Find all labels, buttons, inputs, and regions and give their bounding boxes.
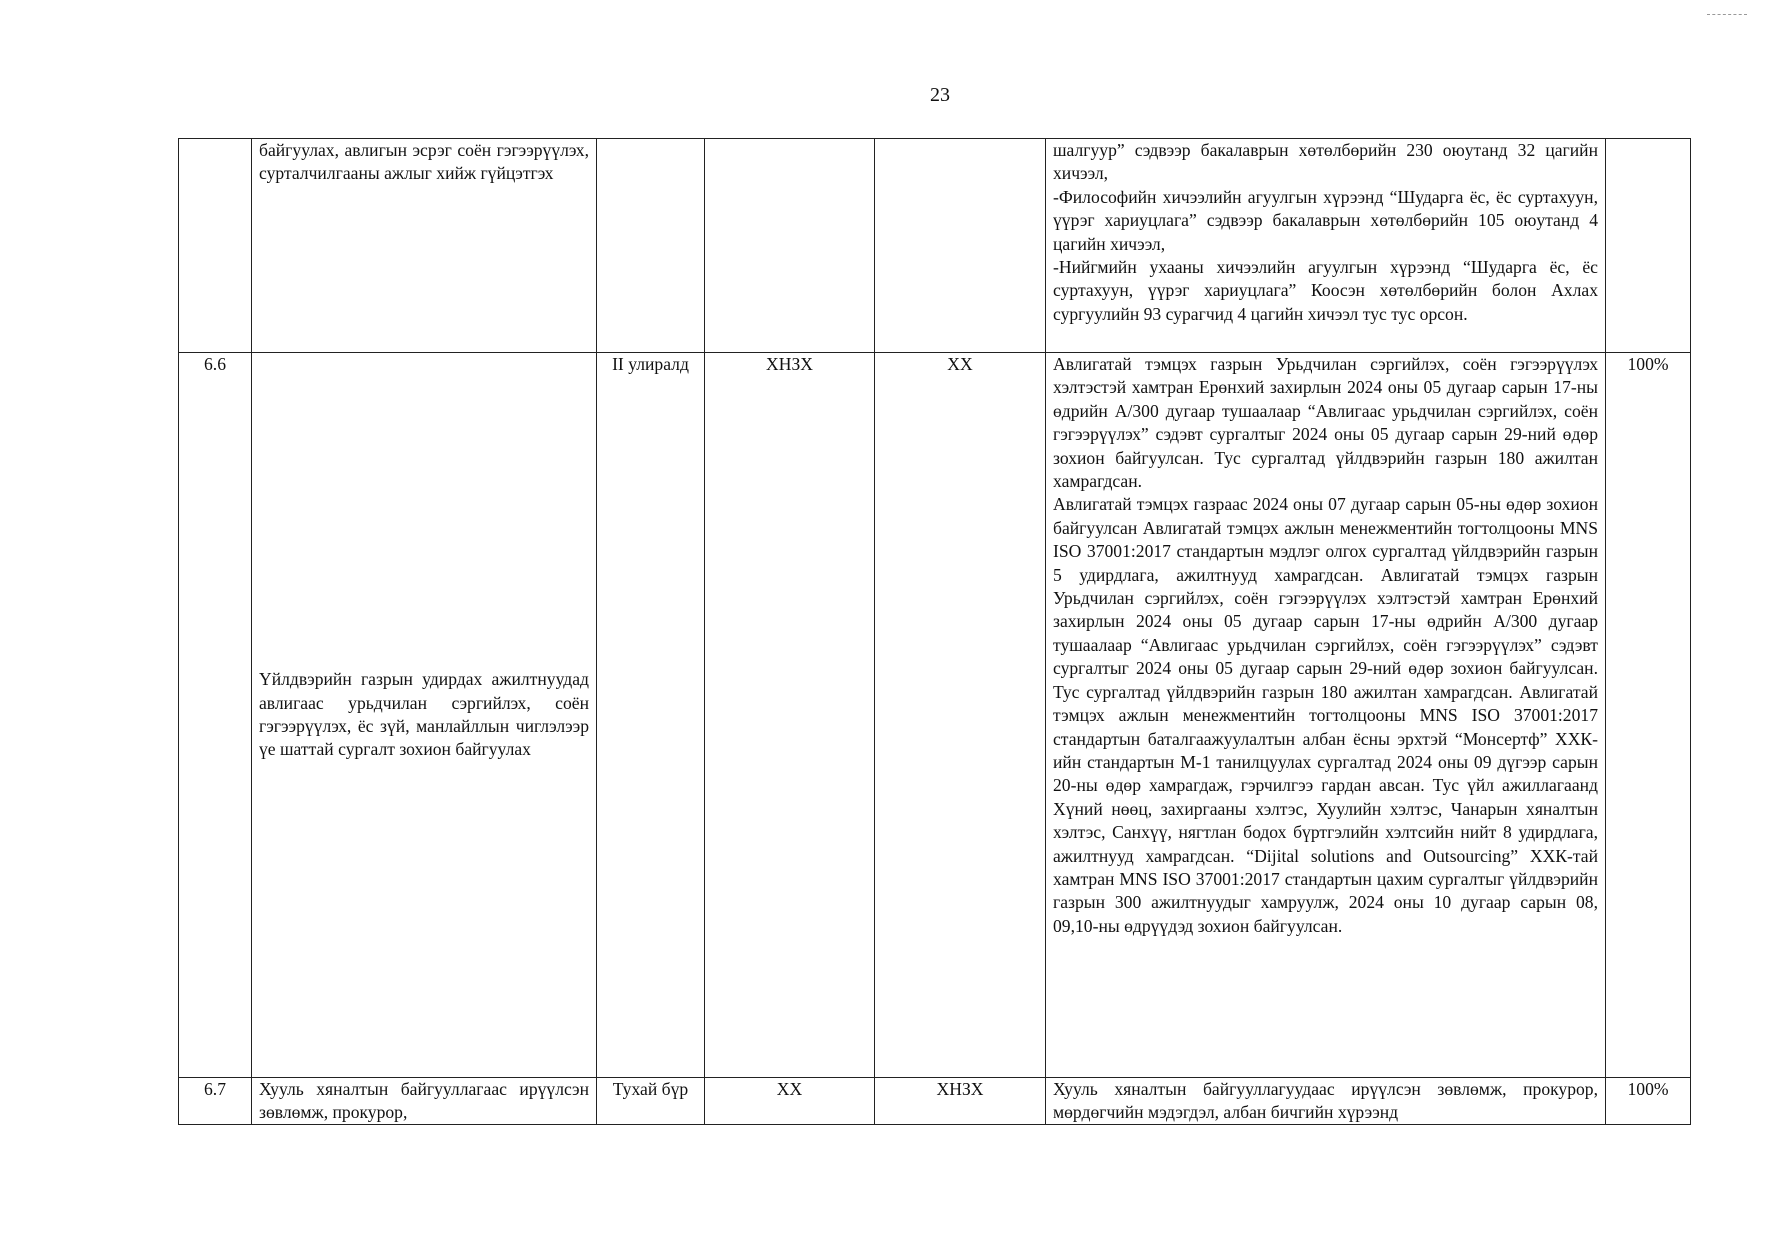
- completion-percent: [1606, 139, 1691, 353]
- results-cell: [1046, 139, 1606, 353]
- result-paragraph: Авлигатай тэмцэх газраас 2024 оны 07 дугаар сарын 05-ны өдөр зохион байгуулсан Авлигатай тэмцэх ажлын менежментийн тогтолцооны MNS ISO 37001:2017 стандартын мэдлэг олгох сургалтад үйлдвэрийн газрын 5 удирдлага, ажилтнууд хамрагдсан. Авлигатай тэмцэх газрын Урьдчилан сэргийлэх, соён гэгээрүүлэх хэлтэстэй хамтран Ерөнхий захирлын 2024 оны 05 дугаар сарын 17-ны өдрийн А/300 дугаар тушаалаар “Авлигаас урьдчилан сэргийлэх, соён гэгээрүүлэх” сэдэвт сургалтыг 2024 оны 05 дугаар сарын 29-ний өдөр зохион байгуулсан. Тус сургалтад үйлдвэрийн газрын 180 ажилтан хамрагдсан. Авлигатай тэмцэх ажлын менежментийн тогтолцооны MNS ISO 37001:2017 стандартын баталгаажуулалтын албан ёсны эрхтэй “Монсертф” ХХК-ийн стандартын М-1 танилцуулах сургалтад 2024 оны 09 дүгээр сарын 20-ны өдөр хамрагдаж, гэрчилгээ гардан авсан. Тус үйл ажиллагаанд Хүний нөөц, захиргааны хэлтэс, Хуулийн хэлтэс, Чанарын хяналтын хэлтэс, Санхүү, нягтлан бодох бүртгэлийн хэлтсийн нийт 8 удирдлага, ажилтнууд хамрагдсан. “Dijital solutions and Outsourcing” ХХК-тай хамтран MNS ISO 37001:2017 стандартын цахим сургалтыг үйлдвэрийн газрын 300 ажилтнуудыг хамруулж, 2024 оны 10 дугаар сарын 08, 09,10-ны өдрүүдэд зохион байгуулсан.: [1053, 494, 1598, 936]
- activity-cell: байгуулах, авлигын эсрэг соён гэгээрүүлэх, сурталчилгааны ажлыг хийж гүйцэтгэх: [252, 139, 597, 353]
- action-plan-table: [178, 138, 1691, 1125]
- result-paragraph: Авлигатай тэмцэх газрын Урьдчилан сэргийлэх, соён гэгээрүүлэх хэлтэстэй хамтран Ерөнхий захирлын 2024 оны 05 дугаар сарын 17-ны өдрийн А/300 дугаар тушаалаар “Авлигаас урьдчилан сэргийлэх, соён гэгээрүүлэх” сэдэвт сургалтыг 2024 оны 05 дугаар сарын 29-ний өдөр зохион байгуулсан. Тус сургалтад үйлдвэрийн газрын 180 ажилтан хамрагдсан.: [1053, 354, 1598, 492]
- timeframe-cell: Тухай бүр: [597, 1078, 705, 1125]
- result-paragraph: -Философийн хичээлийн агуулгын хүрээнд “Шударга ёс, ёс суртахуун, үүрэг хариуцлага” сэдвээр бакалаврын хөтөлбөрийн 105 оюутанд 4 цагийн хичээл,: [1053, 186, 1598, 254]
- timeframe-cell: [597, 139, 705, 353]
- row-number: [179, 139, 252, 353]
- result-paragraph: -Нийгмийн ухааны хичээлийн агуулгын хүрээнд “Шударга ёс, ёс суртахуун, үүрэг хариуцлага” Коосэн хөтөлбөрийн болон Ахлах сургуулийн 93 сурагчид 4 цагийн хичээл тус тус орсон.: [1053, 257, 1598, 324]
- completion-percent: 100%: [1606, 353, 1691, 1078]
- completion-percent: 100%: [1606, 1078, 1691, 1125]
- result-paragraph: шалгуур” сэдвээр бакалаврын хөтөлбөрийн 230 оюутанд 32 цагийн хичээл,: [1053, 140, 1598, 184]
- results-cell: [1046, 1078, 1606, 1125]
- partner-cell: ХНЗХ: [875, 1078, 1046, 1125]
- table-row: [179, 353, 1691, 1078]
- result-paragraph: Хууль хяналтын байгууллагуудаас ирүүлсэн зөвлөмж, прокурор, мөрдөгчийн мэдэгдэл, албан бичгийн хүрээнд: [1053, 1079, 1598, 1123]
- partner-cell: ХХ: [875, 353, 1046, 1078]
- row-number: 6.6: [179, 353, 252, 1078]
- responsible-cell: [705, 139, 875, 353]
- activity-cell: [252, 1078, 597, 1125]
- responsible-cell: ХНЗХ: [705, 353, 875, 1078]
- table-row: [179, 139, 1691, 353]
- responsible-cell: ХХ: [705, 1078, 875, 1125]
- page-number: 23: [930, 84, 950, 106]
- table-row: [179, 1078, 1691, 1125]
- row-number: 6.7: [179, 1078, 252, 1125]
- timeframe-cell: II улиралд: [597, 353, 705, 1078]
- results-cell: [1046, 353, 1606, 1078]
- partner-cell: [875, 139, 1046, 353]
- activity-cell: Үйлдвэрийн газрын удирдах ажилтнуудад авлигаас урьдчилан сэргийлэх, соён гэгээрүүлэх, ёс зүй, манлайллын чиглэлээр үе шаттай сургалт зохион байгуулах: [252, 353, 597, 1078]
- activity-text: Хууль хяналтын байгууллагаас ирүүлсэн зөвлөмж, прокурор,: [259, 1079, 589, 1123]
- scan-corner-mark: [1707, 14, 1747, 17]
